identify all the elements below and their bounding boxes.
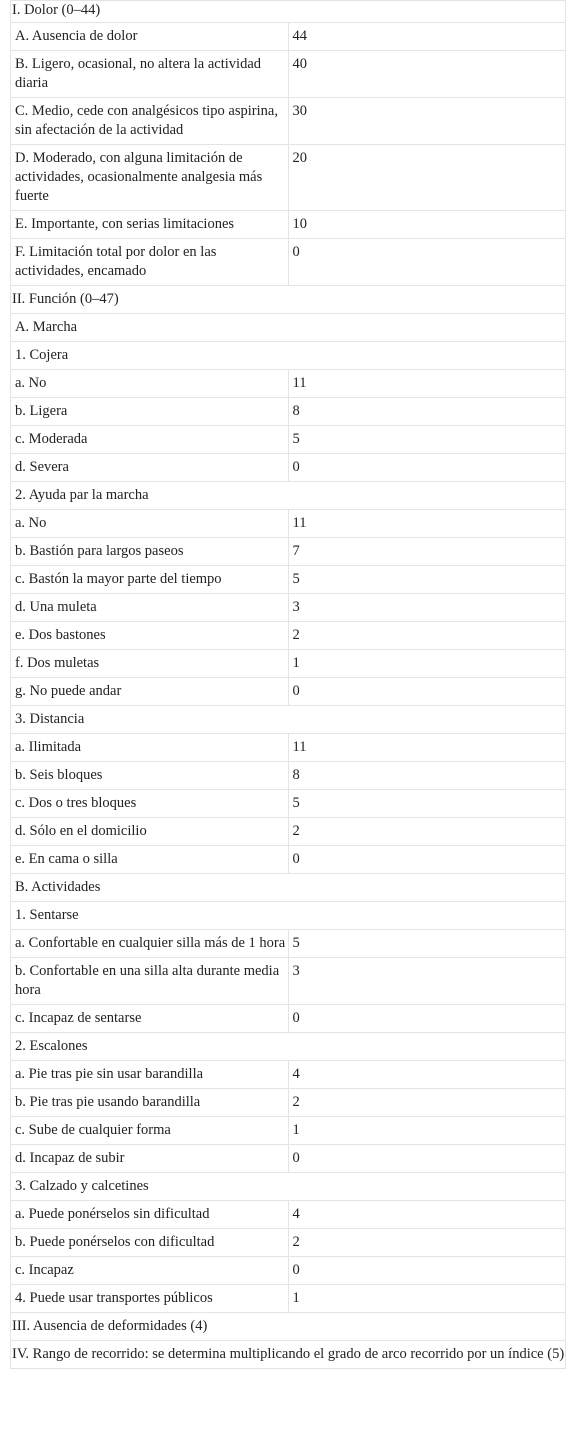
- row-label: I. Dolor (0–44): [11, 1, 566, 23]
- row-score: 10: [288, 211, 566, 239]
- row-label: d. Incapaz de subir: [11, 1145, 289, 1173]
- score-row: [11, 650, 566, 678]
- row-score: 1: [288, 650, 566, 678]
- score-row: [11, 846, 566, 874]
- row-label: 3. Calzado y calcetines: [11, 1173, 566, 1201]
- row-score: 0: [288, 678, 566, 706]
- score-row: [11, 734, 566, 762]
- row-label: 2. Escalones: [11, 1033, 566, 1061]
- score-row: [11, 51, 566, 98]
- row-score: 0: [288, 1257, 566, 1285]
- row-score: 8: [288, 398, 566, 426]
- row-score: 1: [288, 1285, 566, 1313]
- score-row: [11, 211, 566, 239]
- score-row: [11, 1089, 566, 1117]
- row-label: 3. Distancia: [11, 706, 566, 734]
- row-label: C. Medio, cede con analgésicos tipo aspirina, sin afectación de la actividad: [11, 98, 289, 145]
- section-header-row: [11, 1, 566, 23]
- score-table: [10, 0, 566, 1369]
- score-row: [11, 1257, 566, 1285]
- row-score: 0: [288, 454, 566, 482]
- row-score: 5: [288, 790, 566, 818]
- row-label: a. Confortable en cualquier silla más de 1 hora: [11, 930, 289, 958]
- row-label: a. Pie tras pie sin usar barandilla: [11, 1061, 289, 1089]
- row-label: c. Sube de cualquier forma: [11, 1117, 289, 1145]
- row-label: a. Ilimitada: [11, 734, 289, 762]
- row-label: F. Limitación total por dolor en las actividades, encamado: [11, 239, 289, 286]
- row-label: A. Ausencia de dolor: [11, 23, 289, 51]
- row-label: 1. Sentarse: [11, 902, 566, 930]
- score-row: [11, 1229, 566, 1257]
- row-score: 5: [288, 426, 566, 454]
- row-label: c. Incapaz: [11, 1257, 289, 1285]
- row-score: 4: [288, 1201, 566, 1229]
- row-label: b. Pie tras pie usando barandilla: [11, 1089, 289, 1117]
- row-score: 11: [288, 370, 566, 398]
- row-label: e. En cama o silla: [11, 846, 289, 874]
- score-row: [11, 370, 566, 398]
- row-label: c. Bastón la mayor parte del tiempo: [11, 566, 289, 594]
- score-row: [11, 678, 566, 706]
- row-score: 3: [288, 958, 566, 1005]
- row-label: 4. Puede usar transportes públicos: [11, 1285, 289, 1313]
- row-score: 0: [288, 1005, 566, 1033]
- row-score: 0: [288, 1145, 566, 1173]
- row-score: 40: [288, 51, 566, 98]
- row-score: 11: [288, 734, 566, 762]
- score-row: [11, 23, 566, 51]
- row-score: 30: [288, 98, 566, 145]
- row-score: 2: [288, 622, 566, 650]
- section-header-row: [11, 286, 566, 314]
- score-row: [11, 762, 566, 790]
- row-label: b. Seis bloques: [11, 762, 289, 790]
- score-table-body: [11, 1, 566, 1369]
- subsection-row: [11, 314, 566, 342]
- row-score: 8: [288, 762, 566, 790]
- row-score: 4: [288, 1061, 566, 1089]
- row-label: III. Ausencia de deformidades (4): [11, 1313, 566, 1341]
- score-row: [11, 1201, 566, 1229]
- score-row: [11, 1145, 566, 1173]
- subsection-row: [11, 706, 566, 734]
- row-score: 2: [288, 1229, 566, 1257]
- row-label: b. Bastión para largos paseos: [11, 538, 289, 566]
- row-label: IV. Rango de recorrido: se determina multiplicando el grado de arco recorrido por un índice (5): [11, 1341, 566, 1369]
- row-label: 1. Cojera: [11, 342, 566, 370]
- row-score: 5: [288, 930, 566, 958]
- score-row: [11, 426, 566, 454]
- row-label: 2. Ayuda par la marcha: [11, 482, 566, 510]
- row-label: a. No: [11, 510, 289, 538]
- subsection-row: [11, 1033, 566, 1061]
- row-label: e. Dos bastones: [11, 622, 289, 650]
- score-row: [11, 454, 566, 482]
- section-header-row: [11, 1341, 566, 1369]
- score-row: [11, 958, 566, 1005]
- row-label: g. No puede andar: [11, 678, 289, 706]
- row-score: 44: [288, 23, 566, 51]
- row-score: 2: [288, 1089, 566, 1117]
- row-label: c. Dos o tres bloques: [11, 790, 289, 818]
- subsection-row: [11, 902, 566, 930]
- section-header-row: [11, 1313, 566, 1341]
- row-label: b. Ligera: [11, 398, 289, 426]
- row-label: b. Confortable en una silla alta durante media hora: [11, 958, 289, 1005]
- row-score: 0: [288, 239, 566, 286]
- row-label: c. Incapaz de sentarse: [11, 1005, 289, 1033]
- row-label: II. Función (0–47): [11, 286, 566, 314]
- row-label: E. Importante, con serias limitaciones: [11, 211, 289, 239]
- score-row: [11, 1117, 566, 1145]
- subsection-row: [11, 874, 566, 902]
- subsection-row: [11, 342, 566, 370]
- row-label: B. Ligero, ocasional, no altera la actividad diaria: [11, 51, 289, 98]
- row-label: B. Actividades: [11, 874, 566, 902]
- row-score: 7: [288, 538, 566, 566]
- row-label: f. Dos muletas: [11, 650, 289, 678]
- score-row: [11, 594, 566, 622]
- score-row: [11, 1005, 566, 1033]
- row-score: 1: [288, 1117, 566, 1145]
- row-score: 2: [288, 818, 566, 846]
- score-row: [11, 145, 566, 211]
- score-row: [11, 566, 566, 594]
- score-row: [11, 1061, 566, 1089]
- score-row: [11, 239, 566, 286]
- row-label: A. Marcha: [11, 314, 566, 342]
- row-label: c. Moderada: [11, 426, 289, 454]
- row-score: 0: [288, 846, 566, 874]
- row-score: 3: [288, 594, 566, 622]
- score-row: [11, 538, 566, 566]
- score-row: [11, 1285, 566, 1313]
- row-label: d. Severa: [11, 454, 289, 482]
- score-row: [11, 510, 566, 538]
- score-row: [11, 790, 566, 818]
- row-label: a. Puede ponérselos sin dificultad: [11, 1201, 289, 1229]
- score-row: [11, 98, 566, 145]
- subsection-row: [11, 1173, 566, 1201]
- row-label: d. Sólo en el domicilio: [11, 818, 289, 846]
- row-score: 20: [288, 145, 566, 211]
- row-label: a. No: [11, 370, 289, 398]
- row-label: d. Una muleta: [11, 594, 289, 622]
- score-row: [11, 398, 566, 426]
- score-row: [11, 622, 566, 650]
- row-score: 11: [288, 510, 566, 538]
- row-score: 5: [288, 566, 566, 594]
- row-label: b. Puede ponérselos con dificultad: [11, 1229, 289, 1257]
- row-label: D. Moderado, con alguna limitación de actividades, ocasionalmente analgesia más fuerte: [11, 145, 289, 211]
- score-row: [11, 930, 566, 958]
- score-row: [11, 818, 566, 846]
- subsection-row: [11, 482, 566, 510]
